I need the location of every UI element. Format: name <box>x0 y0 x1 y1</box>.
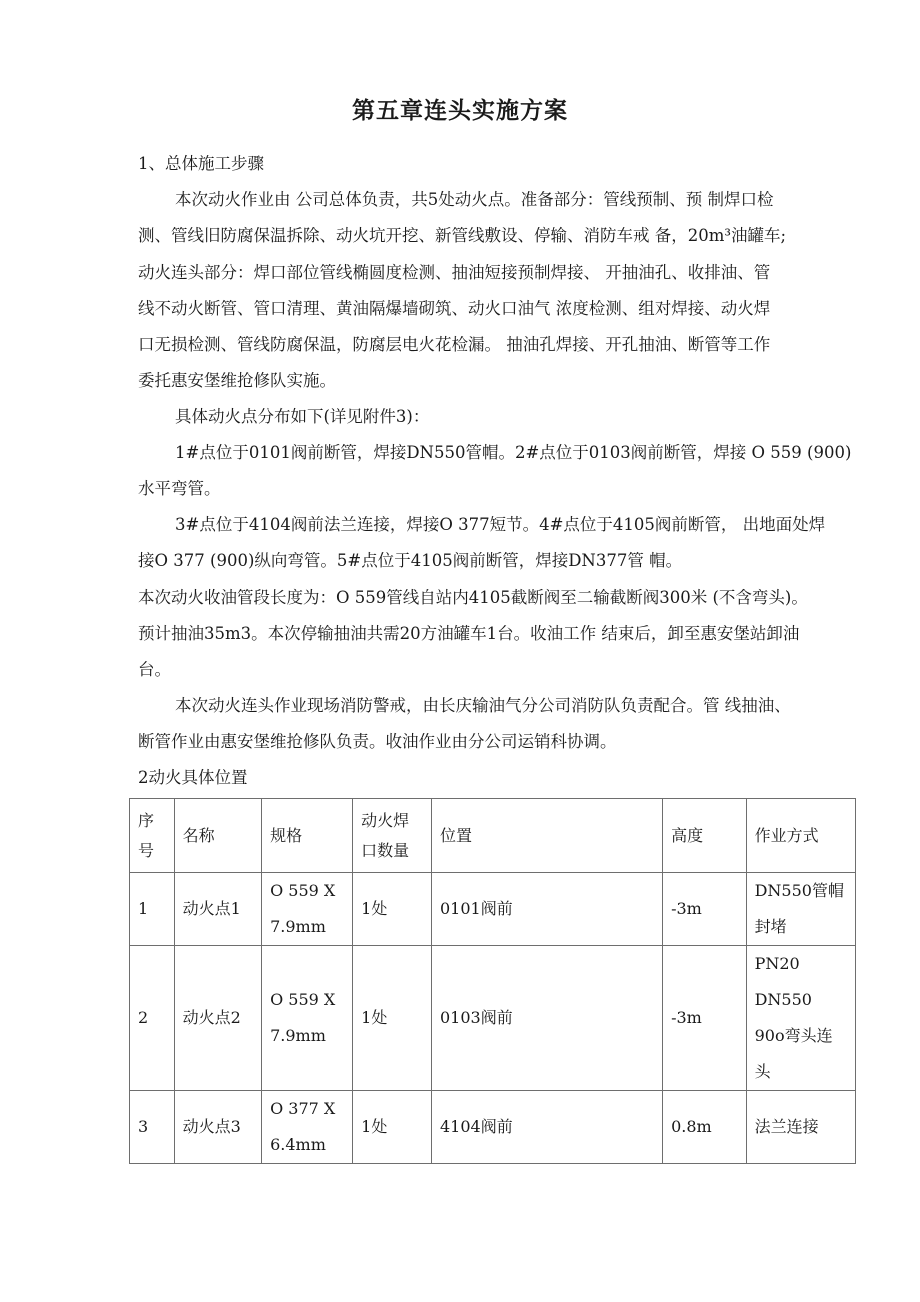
cell-spec: O 559 X 7.9mm <box>262 946 353 1091</box>
cell-method: 法兰连接 <box>746 1091 855 1164</box>
cell-no: 2 <box>130 946 175 1091</box>
paragraph-line: 3#点位于4104阀前法兰连接，焊接O 377短节。4#点位于4105阀前断管， 出地面处焊 <box>175 515 826 534</box>
table-row <box>130 1091 856 1164</box>
header-cell: 名称 <box>174 799 262 873</box>
cell-qty: 1处 <box>353 873 432 946</box>
header-cell: 作业方式 <box>746 799 855 873</box>
paragraph-line: 台。 <box>138 660 171 679</box>
section-heading: 2动火具体位置 <box>138 768 248 787</box>
cell-location: 4104阀前 <box>431 1091 662 1164</box>
header-cell: 位置 <box>431 799 662 873</box>
paragraph-line: 测、管线旧防腐保温拆除、动火坑开挖、新管线敷设、停输、消防车戒 备，20m³油罐车; <box>138 226 787 245</box>
cell-spec: O 559 X 7.9mm <box>262 873 353 946</box>
fire-point-table <box>129 798 856 1164</box>
cell-name: 动火点2 <box>174 946 262 1091</box>
paragraph-line: 口无损检测、管线防腐保温，防腐层电火花检漏。 抽油孔焊接、开孔抽油、断管等工作 <box>138 335 771 354</box>
paragraph-line: 预计抽油35m3。本次停输抽油共需20方油罐车1台。收油工作 结束后，卸至惠安堡站卸油 <box>138 624 800 643</box>
section-heading: 1、总体施工步骤 <box>138 154 264 173</box>
paragraph-line: 本次动火作业由 公司总体负责，共5处动火点。准备部分：管线预制、预 制焊口检 <box>175 190 774 209</box>
cell-height: -3m <box>663 873 747 946</box>
header-cell: 规格 <box>262 799 353 873</box>
page-title: 第五章连头实施方案 <box>352 98 568 124</box>
cell-method: DN550管帽 封堵 <box>746 873 855 946</box>
cell-method: PN20 DN550 90o弯头连 头 <box>746 946 855 1091</box>
header-cell: 高度 <box>663 799 747 873</box>
paragraph-line: 本次动火连头作业现场消防警戒，由长庆输油气分公司消防队负责配合。管 线抽油、 <box>175 696 791 715</box>
paragraph-line: 本次动火收油管段长度为：O 559管线自站内4105截断阀至二输截断阀300米 (不含弯头)。 <box>138 588 808 607</box>
table-header-row <box>130 799 856 873</box>
header-cell: 动火焊 口数量 <box>353 799 432 873</box>
cell-no: 1 <box>130 873 175 946</box>
cell-height: -3m <box>663 946 747 1091</box>
paragraph-line: 断管作业由惠安堡维抢修队负责。收油作业由分公司运销科协调。 <box>138 732 617 751</box>
table-row <box>130 946 856 1091</box>
cell-qty: 1处 <box>353 946 432 1091</box>
paragraph-line: 具体动火点分布如下(详见附件3)： <box>175 407 430 426</box>
cell-spec: O 377 X 6.4mm <box>262 1091 353 1164</box>
cell-no: 3 <box>130 1091 175 1164</box>
table-row <box>130 873 856 946</box>
paragraph-line: 接O 377 (900)纵向弯管。5#点位于4105阀前断管，焊接DN377管 帽。 <box>138 551 683 570</box>
paragraph-line: 动火连头部分：焊口部位管线椭圆度检测、抽油短接预制焊接、 开抽油孔、收排油、管 <box>138 263 771 282</box>
paragraph-line: 水平弯管。 <box>138 479 221 498</box>
cell-location: 0101阀前 <box>431 873 662 946</box>
cell-name: 动火点1 <box>174 873 262 946</box>
cell-height: 0.8m <box>663 1091 747 1164</box>
paragraph-line: 委托惠安堡维抢修队实施。 <box>138 371 336 390</box>
paragraph-line: 线不动火断管、管口清理、黄油隔爆墙砌筑、动火口油气 浓度检测、组对焊接、动火焊 <box>138 299 771 318</box>
cell-location: 0103阀前 <box>431 946 662 1091</box>
cell-qty: 1处 <box>353 1091 432 1164</box>
header-cell: 序 号 <box>130 799 175 873</box>
paragraph-line: 1#点位于0101阀前断管，焊接DN550管帽。2#点位于0103阀前断管，焊接 O 559 (900) <box>175 443 852 462</box>
cell-name: 动火点3 <box>174 1091 262 1164</box>
